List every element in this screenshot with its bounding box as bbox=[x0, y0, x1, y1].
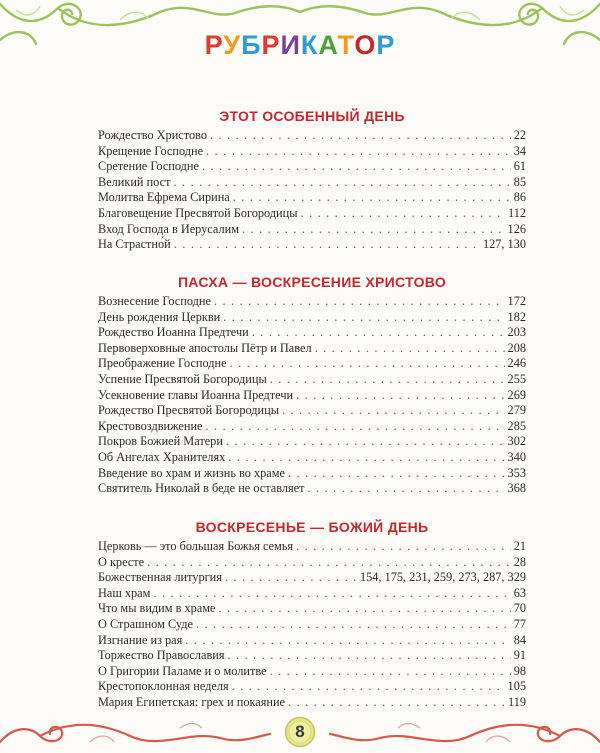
entry-page: 77 bbox=[513, 616, 526, 631]
dot-leader bbox=[210, 128, 511, 144]
dot-leader bbox=[214, 294, 505, 310]
toc-entry[interactable] bbox=[98, 206, 526, 222]
entry-title: Вознесение Господне bbox=[98, 294, 211, 308]
toc-entry[interactable] bbox=[98, 570, 526, 586]
entry-title: Торжество Православия bbox=[98, 648, 225, 663]
entry-title: На Страстно́й bbox=[98, 237, 171, 252]
toc-entry[interactable] bbox=[98, 555, 526, 571]
entry-title: День рождения Церкви bbox=[98, 309, 221, 324]
dot-leader bbox=[147, 555, 511, 571]
dot-leader bbox=[206, 144, 511, 160]
entry-title: Святитель Николай в беде не оставляет bbox=[98, 481, 305, 496]
toc-entry[interactable] bbox=[98, 341, 526, 357]
toc-entry[interactable] bbox=[98, 403, 526, 419]
entry-title: О Григории Паламе и о молитве bbox=[98, 663, 267, 678]
section-sunday bbox=[98, 515, 526, 711]
section-heading: ВОСКРЕСЕНЬЕ — БОЖИЙ ДЕНЬ bbox=[195, 519, 429, 535]
entry-title: Церковь — это большая Божья семья bbox=[98, 539, 294, 553]
entry-list bbox=[98, 128, 526, 253]
entry-page: 172 bbox=[507, 294, 526, 308]
dot-leader bbox=[296, 388, 504, 404]
toc-entry[interactable] bbox=[98, 539, 526, 555]
entry-page: 353 bbox=[507, 465, 526, 480]
entry-title: Божественная литургия bbox=[98, 570, 222, 585]
entry-page: 203 bbox=[507, 325, 526, 340]
entry-title: Рождество Пресвятой Богородицы bbox=[98, 403, 279, 418]
toc-entry[interactable] bbox=[98, 237, 526, 253]
entry-page: 119 bbox=[508, 694, 526, 709]
dot-leader bbox=[223, 310, 504, 326]
toc-entry[interactable] bbox=[98, 356, 526, 372]
title-letter: Б bbox=[241, 30, 262, 60]
toc-entry[interactable] bbox=[98, 633, 526, 649]
entry-page: 34 bbox=[513, 143, 526, 158]
entry-page: 182 bbox=[507, 309, 526, 324]
dot-leader bbox=[219, 601, 511, 617]
entry-title: Изгнание из рая bbox=[98, 632, 183, 647]
entry-page: 86 bbox=[513, 190, 526, 205]
dot-leader bbox=[225, 570, 357, 586]
entry-title: Мария Египетская: грех и покаяние bbox=[98, 694, 286, 709]
toc-entry[interactable] bbox=[98, 175, 526, 191]
toc-entry[interactable] bbox=[98, 294, 526, 310]
page-title bbox=[0, 30, 600, 61]
dot-leader bbox=[230, 356, 505, 372]
entry-title: Молитва Ефрема Сирина bbox=[98, 190, 230, 205]
dot-leader bbox=[282, 403, 505, 419]
dot-leader bbox=[270, 664, 511, 680]
toc-entry[interactable] bbox=[98, 388, 526, 404]
toc-entry[interactable] bbox=[98, 419, 526, 435]
entry-title: Рождество Иоанна Предтечи bbox=[98, 325, 249, 340]
toc-entry[interactable] bbox=[98, 664, 526, 680]
entry-title: Благовещение Пресвятой Богородицы bbox=[98, 205, 298, 220]
title-letter: У bbox=[223, 30, 242, 60]
dot-leader bbox=[296, 539, 511, 555]
title-letter: И bbox=[280, 30, 301, 60]
toc-entry[interactable] bbox=[98, 434, 526, 450]
title-letter: Р bbox=[261, 30, 281, 60]
toc-entry[interactable] bbox=[98, 648, 526, 664]
section-heading: ЭТОТ ОСОБЕННЫЙ ДЕНЬ bbox=[219, 108, 405, 124]
toc-entry[interactable] bbox=[98, 695, 526, 711]
toc-entry[interactable] bbox=[98, 144, 526, 160]
dot-leader bbox=[242, 222, 505, 238]
entry-page: 63 bbox=[513, 585, 526, 600]
toc-entry[interactable] bbox=[98, 372, 526, 388]
toc-entry[interactable] bbox=[98, 190, 526, 206]
section-heading: ПАСХА — ВОСКРЕСЕНИЕ ХРИСТОВО bbox=[177, 274, 447, 290]
toc-entry[interactable] bbox=[98, 481, 526, 497]
dot-leader bbox=[270, 372, 505, 388]
entry-title: Что мы видим в храме bbox=[98, 601, 216, 616]
page-number-badge bbox=[284, 716, 316, 748]
entry-page: 269 bbox=[507, 387, 526, 402]
entry-page: 21 bbox=[513, 539, 526, 553]
toc-entry[interactable] bbox=[98, 325, 526, 341]
dot-leader bbox=[226, 434, 505, 450]
entry-title: О Страшном Суде bbox=[98, 616, 193, 631]
toc-entry[interactable] bbox=[98, 222, 526, 238]
entry-title: Первоверховные апостолы Пётр и Павел bbox=[98, 340, 312, 355]
entry-page: 246 bbox=[507, 356, 526, 371]
entry-page: 126 bbox=[507, 221, 526, 236]
entry-page: 255 bbox=[507, 371, 526, 386]
title-letter: Р bbox=[204, 30, 224, 60]
dot-leader bbox=[228, 648, 511, 664]
page-number: 8 bbox=[295, 722, 305, 741]
entry-page: 112 bbox=[508, 205, 526, 220]
toc-entry[interactable] bbox=[98, 586, 526, 602]
dot-leader bbox=[173, 175, 510, 191]
toc-entry[interactable] bbox=[98, 159, 526, 175]
entry-page: 279 bbox=[507, 403, 526, 418]
entry-title: Крещение Господне bbox=[98, 143, 204, 158]
entry-title: Покров Божией Матери bbox=[98, 434, 223, 449]
entry-title: Усекновение главы Иоанна Предтечи bbox=[98, 387, 294, 402]
entry-title: Рождество Христово bbox=[98, 128, 207, 142]
toc-entry[interactable] bbox=[98, 601, 526, 617]
entry-title: О кресте bbox=[98, 554, 145, 569]
dot-leader bbox=[202, 159, 511, 175]
entry-title: Крестовоздвижение bbox=[98, 418, 203, 433]
entry-title: Введение во храм и жизнь во храме bbox=[98, 465, 285, 480]
dot-leader bbox=[315, 341, 505, 357]
dot-leader bbox=[206, 419, 505, 435]
dot-leader bbox=[288, 466, 505, 482]
title-letter: А bbox=[318, 30, 338, 60]
title-letter: К bbox=[300, 30, 319, 60]
dot-leader bbox=[153, 586, 510, 602]
entry-page: 61 bbox=[513, 159, 526, 174]
toc-entry[interactable] bbox=[98, 679, 526, 695]
toc-entry[interactable] bbox=[98, 617, 526, 633]
entry-list bbox=[98, 539, 526, 711]
entry-page: 340 bbox=[507, 449, 526, 464]
dot-leader bbox=[308, 481, 505, 497]
dot-leader bbox=[233, 190, 511, 206]
toc-entry[interactable] bbox=[98, 466, 526, 482]
dot-leader bbox=[300, 206, 505, 222]
dot-leader bbox=[252, 325, 505, 341]
dot-leader bbox=[232, 679, 505, 695]
entry-page: 302 bbox=[507, 434, 526, 449]
entry-title: Вход Господа в Иерусалим bbox=[98, 221, 239, 236]
dot-leader bbox=[174, 237, 480, 253]
entry-title: Сретение Господне bbox=[98, 159, 199, 174]
entry-title: Наш храм bbox=[98, 585, 151, 600]
section-special-day bbox=[98, 104, 526, 253]
title-letter: Т bbox=[337, 30, 355, 60]
entry-page: 154, 175, 231, 259, 273, 287, 329 bbox=[359, 570, 526, 585]
title-letter: О bbox=[354, 30, 377, 60]
entry-page: 28 bbox=[513, 554, 526, 569]
entry-page: 22 bbox=[513, 128, 526, 142]
entry-title: Преображение Господне bbox=[98, 356, 227, 371]
dot-leader bbox=[196, 617, 511, 633]
dot-leader bbox=[185, 633, 510, 649]
entry-page: 85 bbox=[513, 174, 526, 189]
entry-page: 208 bbox=[507, 340, 526, 355]
entry-title: Крестопоклонная неделя bbox=[98, 679, 229, 694]
dot-leader bbox=[288, 695, 505, 711]
entry-page: 70 bbox=[513, 601, 526, 616]
entry-page: 98 bbox=[513, 663, 526, 678]
toc-entry[interactable] bbox=[98, 128, 526, 144]
entry-page: 368 bbox=[507, 481, 526, 496]
entry-title: Великий пост bbox=[98, 174, 171, 189]
entry-page: 127, 130 bbox=[482, 237, 526, 252]
entry-page: 91 bbox=[513, 648, 526, 663]
dot-leader bbox=[228, 450, 504, 466]
entry-page: 285 bbox=[507, 418, 526, 433]
toc-entry[interactable] bbox=[98, 450, 526, 466]
entry-title: Успение Пресвятой Богородицы bbox=[98, 371, 267, 386]
entry-list bbox=[98, 294, 526, 497]
entry-title: Об Ангелах Хранителях bbox=[98, 449, 226, 464]
entry-page: 84 bbox=[513, 632, 526, 647]
toc-entry[interactable] bbox=[98, 310, 526, 326]
entry-page: 105 bbox=[507, 679, 526, 694]
title-letter: Р bbox=[376, 30, 396, 60]
section-easter bbox=[98, 270, 526, 497]
